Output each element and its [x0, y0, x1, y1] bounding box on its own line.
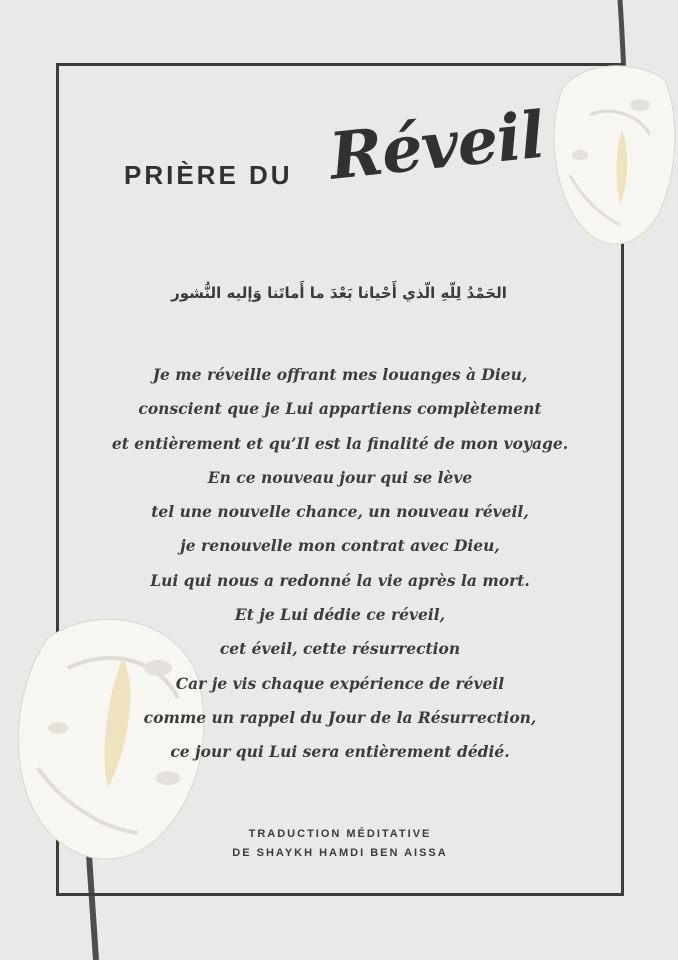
arabic-invocation: الحَمْدُ لِلّهِ الّذي أَحْيانا بَعْدَ ما أَماتَنا وَإليه النُّشور — [171, 284, 507, 302]
credit-line-1: TRADUCTION MÉDITATIVE — [248, 828, 432, 840]
poem-line: Car je vis chaque expérience de réveil — [175, 673, 505, 693]
poem-line: tel une nouvelle chance, un nouveau réveil, — [151, 502, 529, 522]
poem-line: En ce nouveau jour qui se lève — [207, 467, 473, 487]
translation-credit — [160, 825, 520, 863]
poem-line: cet éveil, cette résurrection — [219, 639, 461, 659]
credit-line-2: DE SHAYKH HAMDI BEN AISSA — [232, 847, 448, 859]
poem-line: je renouvelle mon contrat avec Dieu, — [180, 536, 500, 556]
poem-line: ce jour qui Lui sera entièrement dédié. — [170, 742, 510, 762]
poem-text — [80, 358, 600, 770]
poem-line: comme un rappel du Jour de la Résurrection, — [143, 707, 537, 727]
poem-line: Je me réveille offrant mes louanges à Dieu, — [152, 365, 528, 384]
poem-line: et entièrement et qu’Il est la finalité de mon voyage. — [111, 433, 569, 453]
top-right-flower-illustration — [540, 55, 678, 255]
poem-line: Lui qui nous a redonné la vie après la mort. — [150, 570, 530, 590]
poem-line: Et je Lui dédie ce réveil, — [234, 605, 446, 625]
poem-line: conscient que je Lui appartiens complètement — [138, 399, 542, 419]
title-prefix: PRIÈRE DU — [124, 160, 293, 190]
title-script-word: Réveil — [326, 97, 548, 195]
